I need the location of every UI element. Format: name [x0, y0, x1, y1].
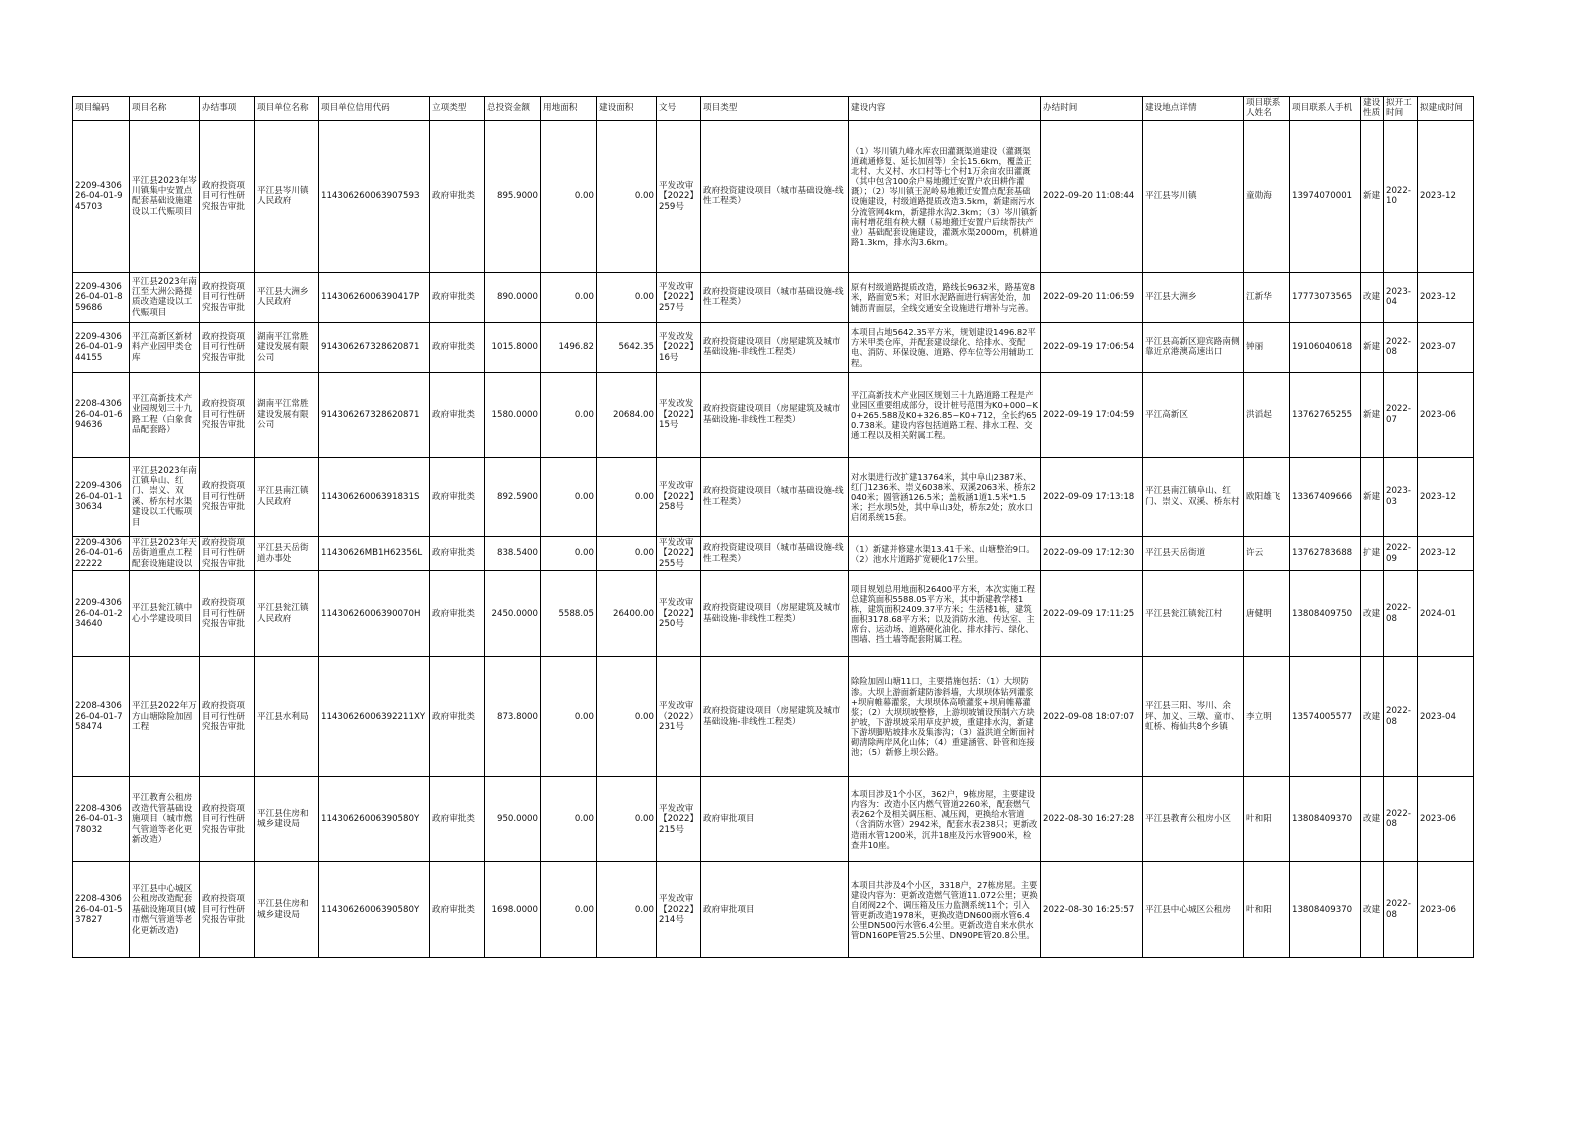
- cell-unit-name: 平江县住房和城乡建设局: [255, 777, 319, 862]
- cell-project-type: 政府投资建设项目（房屋建筑及城市基础设施-非线性工程类）: [701, 571, 849, 657]
- cell-document-number: 平发改发【2022】15号: [657, 372, 701, 457]
- header-contact-phone: 项目联系人手机: [1290, 97, 1361, 121]
- cell-construction-nature: 改建: [1361, 777, 1384, 862]
- header-approval-item: 办结事项: [200, 97, 255, 121]
- cell-planned-start: 2022-08: [1384, 657, 1418, 777]
- table-row: [73, 272, 1474, 322]
- cell-project-type: 政府投资建设项目（城市基础设施-线性工程类）: [701, 120, 849, 272]
- cell-planned-start: 2022-10: [1384, 120, 1418, 272]
- cell-contact-name: 许云: [1244, 536, 1290, 570]
- cell-credit-code: 11430626006391831S: [319, 457, 430, 536]
- table-row: [73, 571, 1474, 657]
- cell-project-code: 2209-430626-04-01-945703: [73, 120, 130, 272]
- header-completion-time: 办结时间: [1041, 97, 1143, 121]
- cell-unit-name: 平江县水利局: [255, 657, 319, 777]
- cell-project-name: 平江高新区新材料产业园甲类仓库: [130, 322, 200, 372]
- cell-planned-completion: 2023-04: [1418, 657, 1474, 777]
- cell-total-investment: 950.0000: [485, 777, 541, 862]
- cell-land-area: 0.00: [541, 272, 597, 322]
- table-row: [73, 457, 1474, 536]
- cell-location: 平江高新区: [1143, 372, 1244, 457]
- cell-planned-completion: 2023-06: [1418, 372, 1474, 457]
- cell-location: 平江县教育公租房小区: [1143, 777, 1244, 862]
- cell-planned-start: 2022-07: [1384, 372, 1418, 457]
- table-row: [73, 862, 1474, 958]
- cell-construction-content: 项目规划总用地面积26400平方米，本次实施工程总建筑面积5588.05平方米，其中新建教学楼1栋，建筑面积2409.37平方米；生活楼1栋，建筑面积3178.68平方米；以及消防水池、传达室、主席台、运动场、道路硬化油化、排水排污、绿化、围墙、挡土墙等配套附属工程。: [849, 571, 1041, 657]
- cell-total-investment: 2450.0000: [485, 571, 541, 657]
- cell-land-area: 1496.82: [541, 322, 597, 372]
- cell-document-number: 平发改发【2022】16号: [657, 322, 701, 372]
- cell-building-area: 0.00: [597, 777, 657, 862]
- table-row: [73, 372, 1474, 457]
- cell-location: 平江县天岳街道: [1143, 536, 1244, 570]
- project-table: [72, 96, 1474, 958]
- cell-land-area: 0.00: [541, 372, 597, 457]
- cell-total-investment: 873.8000: [485, 657, 541, 777]
- cell-credit-code: 11430626006390580Y: [319, 862, 430, 958]
- cell-credit-code: 11430626006390417P: [319, 272, 430, 322]
- header-approval-type: 立项类型: [430, 97, 485, 121]
- cell-contact-name: 钟丽: [1244, 322, 1290, 372]
- cell-contact-name: 李立明: [1244, 657, 1290, 777]
- cell-building-area: 0.00: [597, 862, 657, 958]
- cell-location: 平江县中心城区公租房: [1143, 862, 1244, 958]
- cell-project-type: 政府投资建设项目（房屋建筑及城市基础设施-非线性工程类）: [701, 372, 849, 457]
- cell-approval-item: 政府投资项目可行性研究报告审批: [200, 120, 255, 272]
- cell-location: 平江县瓮江镇瓮江村: [1143, 571, 1244, 657]
- cell-document-number: 平发改审【2022】250号: [657, 571, 701, 657]
- cell-building-area: 0.00: [597, 457, 657, 536]
- cell-approval-item: 政府投资项目可行性研究报告审批: [200, 457, 255, 536]
- cell-project-type: 政府审批项目: [701, 862, 849, 958]
- cell-approval-type: 政府审批类: [430, 372, 485, 457]
- cell-project-code: 2209-430626-04-01-944155: [73, 322, 130, 372]
- cell-project-code: 2209-430626-04-01-234640: [73, 571, 130, 657]
- cell-approval-item: 政府投资项目可行性研究报告审批: [200, 862, 255, 958]
- cell-building-area: 0.00: [597, 272, 657, 322]
- cell-total-investment: 892.5900: [485, 457, 541, 536]
- cell-project-type: 政府审批项目: [701, 777, 849, 862]
- cell-approval-item: 政府投资项目可行性研究报告审批: [200, 571, 255, 657]
- cell-contact-phone: 19106040618: [1290, 322, 1361, 372]
- cell-project-code: 2208-430626-04-01-378032: [73, 777, 130, 862]
- cell-approval-type: 政府审批类: [430, 777, 485, 862]
- cell-project-name: 平江县中心城区公租房改造配套基础设施项目(城市燃气管道等老化更新改造): [130, 862, 200, 958]
- cell-project-name: 平江高新技术产业园规划三十九路工程（白象食品配套路）: [130, 372, 200, 457]
- cell-land-area: 0.00: [541, 862, 597, 958]
- header-credit-code: 项目单位信用代码: [319, 97, 430, 121]
- table-row: [73, 657, 1474, 777]
- header-construction-nature: 建设性质: [1361, 97, 1384, 121]
- cell-unit-name: 平江县南江镇人民政府: [255, 457, 319, 536]
- cell-contact-phone: 13808409370: [1290, 862, 1361, 958]
- cell-construction-content: （1）岑川镇九峰水库农田灌溉渠道建设（灌溉渠道疏通修复、延长加固等）全长15.6km，覆盖正北村、大义村、水口村等七个村1万余亩农田灌溉（其中包含100余户易地搬迁安置户农田耕作灌溉）；（2）岑川镇王泥岭易地搬迁安置点配套基础设施建设，村级道路提质改造3.5km，新建雨污水分流管网4km，新建排水沟2.3km；（3）岑川镇新南村增花组有秧大棚（易地搬迁安置户后续帮扶产业）基础配套设施建设，灌溉水渠2000m，机耕道路1.3km，排水沟3.6km。: [849, 120, 1041, 272]
- cell-completion-time: 2022-09-20 11:06:59: [1041, 272, 1143, 322]
- cell-planned-start: 2023-03: [1384, 457, 1418, 536]
- header-project-type: 项目类型: [701, 97, 849, 121]
- cell-completion-time: 2022-08-30 16:25:57: [1041, 862, 1143, 958]
- cell-contact-name: 叶和阳: [1244, 777, 1290, 862]
- cell-project-name: 平江县2023年南江至大洲公路提质改造建设以工代赈项目: [130, 272, 200, 322]
- cell-planned-completion: 2023-12: [1418, 272, 1474, 322]
- cell-contact-name: 叶和阳: [1244, 862, 1290, 958]
- cell-construction-content: 对水渠进行改扩建13764米，其中阜山2387米、红门1236米、崇义6038米、双溪2063米、桥东2040米；圆管涵126.5米；盖板涵1道1.5米*1.5米；拦水坝5处，其中阜山3处，桥东2处；放水口启闭系统15套。: [849, 457, 1041, 536]
- cell-project-code: 2209-430626-04-01-859686: [73, 272, 130, 322]
- cell-unit-name: 湖南平江常胜建设发展有限公司: [255, 322, 319, 372]
- cell-project-name: 平江县瓮江镇中心小学建设项目: [130, 571, 200, 657]
- cell-construction-nature: 新建: [1361, 322, 1384, 372]
- cell-contact-phone: 13974070001: [1290, 120, 1361, 272]
- cell-project-type: 政府投资建设项目（城市基础设施-线性工程类）: [701, 272, 849, 322]
- cell-total-investment: 1580.0000: [485, 372, 541, 457]
- cell-land-area: 0.00: [541, 457, 597, 536]
- cell-approval-item: 政府投资项目可行性研究报告审批: [200, 372, 255, 457]
- cell-project-name: 平江县2023年天岳街道重点工程配套设施建设以: [130, 536, 200, 570]
- cell-building-area: 20684.00: [597, 372, 657, 457]
- cell-credit-code: 914306267328620871: [319, 322, 430, 372]
- cell-construction-content: 原有村级道路提质改造，路线长9632米，路基宽8米，路面宽5米；对旧水泥路面进行病害处治，加铺沥青面层，全线交通安全设施进行增补与完善。: [849, 272, 1041, 322]
- cell-land-area: 0.00: [541, 657, 597, 777]
- cell-planned-completion: 2023-07: [1418, 322, 1474, 372]
- cell-unit-name: 平江县住房和城乡建设局: [255, 862, 319, 958]
- cell-project-type: 政府投资建设项目（城市基础设施-线性工程类）: [701, 457, 849, 536]
- cell-document-number: 平发改审【2022】258号: [657, 457, 701, 536]
- cell-building-area: 0.00: [597, 536, 657, 570]
- cell-location: 平江县南江镇阜山、红门、崇义、双溪、桥东村: [1143, 457, 1244, 536]
- header-project-name: 项目名称: [130, 97, 200, 121]
- cell-approval-type: 政府审批类: [430, 322, 485, 372]
- cell-construction-content: （1）新建并修建水渠13.41千米、山塘整治9口。（2）池水片道路扩宽硬化17公里。: [849, 536, 1041, 570]
- cell-construction-content: 本项目涉及1个小区，362户，9栋房屋，主要建设内容为：改造小区内燃气管道2260米，配套燃气表262个及相关调压柜、减压阀，更换给水管道（含消防水管）2942米，配套水表238只；更新改造雨水管1200米，沉井18座及污水管900米，检查井10座。: [849, 777, 1041, 862]
- cell-planned-completion: 2023-06: [1418, 777, 1474, 862]
- cell-approval-type: 政府审批类: [430, 862, 485, 958]
- cell-contact-phone: 13762783688: [1290, 536, 1361, 570]
- cell-project-type: 政府投资建设项目（房屋建筑及城市基础设施-非线性工程类）: [701, 322, 849, 372]
- cell-total-investment: 890.0000: [485, 272, 541, 322]
- cell-planned-start: 2022-08: [1384, 777, 1418, 862]
- cell-unit-name: 平江县天岳街道办事处: [255, 536, 319, 570]
- cell-document-number: 平发改审【2022】257号: [657, 272, 701, 322]
- header-project-code: 项目编码: [73, 97, 130, 121]
- cell-contact-name: 唐健明: [1244, 571, 1290, 657]
- cell-approval-type: 政府审批类: [430, 272, 485, 322]
- header-total-investment: 总投资金额: [485, 97, 541, 121]
- cell-contact-phone: 13574005577: [1290, 657, 1361, 777]
- cell-location: 平江县岑川镇: [1143, 120, 1244, 272]
- cell-location: 平江县大洲乡: [1143, 272, 1244, 322]
- header-building-area: 建设面积: [597, 97, 657, 121]
- cell-construction-nature: 新建: [1361, 120, 1384, 272]
- cell-contact-name: 欧阳雄飞: [1244, 457, 1290, 536]
- cell-construction-nature: 改建: [1361, 272, 1384, 322]
- cell-approval-type: 政府审批类: [430, 120, 485, 272]
- cell-building-area: 0.00: [597, 657, 657, 777]
- cell-planned-completion: 2023-06: [1418, 862, 1474, 958]
- header-document-number: 文号: [657, 97, 701, 121]
- cell-project-code: 2208-430626-04-01-694636: [73, 372, 130, 457]
- cell-planned-start: 2022-08: [1384, 862, 1418, 958]
- cell-total-investment: 838.5400: [485, 536, 541, 570]
- cell-contact-name: 童勋海: [1244, 120, 1290, 272]
- cell-document-number: 平发改审【2022】259号: [657, 120, 701, 272]
- cell-document-number: 平发改审【2022】215号: [657, 777, 701, 862]
- cell-approval-type: 政府审批类: [430, 457, 485, 536]
- cell-approval-item: 政府投资项目可行性研究报告审批: [200, 657, 255, 777]
- cell-planned-start: 2023-04: [1384, 272, 1418, 322]
- cell-construction-content: 平江高新技术产业园区规划三十九路道路工程是产业园区重要组成部分，设计桩号范围为K0+000~K0+265.588及K0+326.85~K0+712，全长约650.738米。建设内容包括道路工程、排水工程、交通工程以及相关附属工程。: [849, 372, 1041, 457]
- cell-contact-name: 洪滔起: [1244, 372, 1290, 457]
- table-row: [73, 777, 1474, 862]
- cell-credit-code: 11430626006390759З: [319, 120, 430, 272]
- cell-approval-item: 政府投资项目可行性研究报告审批: [200, 536, 255, 570]
- cell-construction-nature: 改建: [1361, 571, 1384, 657]
- cell-location: 平江县三阳、岑川、余坪、加义、三墩、童市、虹桥、梅仙共8个乡镇: [1143, 657, 1244, 777]
- cell-credit-code: 914306267328620871: [319, 372, 430, 457]
- cell-unit-name: 湖南平江常胜建设发展有限公司: [255, 372, 319, 457]
- cell-contact-phone: 17773073565: [1290, 272, 1361, 322]
- cell-completion-time: 2022-09-19 17:06:54: [1041, 322, 1143, 372]
- cell-construction-content: 除险加固山塘11口，主要措施包括：（1）大坝防渗。大坝上游面新建防渗斜墙，大坝坝体钻列灌浆+坝肩帷幕灌浆，大坝坝体高喷灌浆+坝肩帷幕灌浆；（2）大坝坝坡整修，上游坝坡铺设预制六方块护坡，下游坝坡采用草皮护坡，重建排水沟，新建下游坝脚贴坡排水及集渗沟；（3）溢洪道全断面衬砌清除两岸风化山体；（4）重建涵管、卧管和连接池；（5）新修上坝公路。: [849, 657, 1041, 777]
- cell-project-type: 政府投资建设项目（城市基础设施-线性工程类）: [701, 536, 849, 570]
- cell-project-name: 平江县2023年南江镇阜山、红门、崇义、双溪、桥东村水渠建设以工代赈项目: [130, 457, 200, 536]
- cell-completion-time: 2022-09-09 17:11:25: [1041, 571, 1143, 657]
- cell-planned-completion: 2024-01: [1418, 571, 1474, 657]
- cell-unit-name: 平江县瓮江镇人民政府: [255, 571, 319, 657]
- cell-construction-nature: 新建: [1361, 372, 1384, 457]
- cell-approval-type: 政府审批类: [430, 657, 485, 777]
- cell-building-area: 5642.35: [597, 322, 657, 372]
- cell-planned-start: 2022-08: [1384, 571, 1418, 657]
- table-body: [73, 120, 1474, 957]
- cell-project-name: 平江县2023年岑川镇集中安置点配套基础设施建设以工代赈项目: [130, 120, 200, 272]
- cell-project-name: 平江教育公租房改造代管基础设施项目（城市燃气管道等老化更新改造）: [130, 777, 200, 862]
- cell-planned-start: 2022-08: [1384, 322, 1418, 372]
- cell-document-number: 平发改审（2022）231号: [657, 657, 701, 777]
- cell-unit-name: 平江县岑川镇人民政府: [255, 120, 319, 272]
- cell-credit-code: 11430626006390070H: [319, 571, 430, 657]
- cell-approval-type: 政府审批类: [430, 571, 485, 657]
- header-row: [73, 97, 1474, 121]
- cell-building-area: 0.00: [597, 120, 657, 272]
- cell-planned-start: 2022-09: [1384, 536, 1418, 570]
- cell-total-investment: 895.9000: [485, 120, 541, 272]
- cell-construction-content: 本项目共涉及4个小区，3318户，27栋房屋。主要建设内容为：更新改造燃气管道11.072公里；更换自闭阀22个、调压箱及压力监测系统11个；引入管更新改造1978米，更换改造DN600雨水管6.4公里DN500污水管6.4公里。更新改造自来水供水管DN160PE管25.5公里、DN90PE管20.8公里。: [849, 862, 1041, 958]
- cell-credit-code: 11430626MB1H62356L: [319, 536, 430, 570]
- cell-unit-name: 平江县大洲乡人民政府: [255, 272, 319, 322]
- table-row: [73, 536, 1474, 570]
- cell-project-code: 2209-430626-04-01-130634: [73, 457, 130, 536]
- header-planned-completion: 拟建成时间: [1418, 97, 1474, 121]
- header-construction-content: 建设内容: [849, 97, 1041, 121]
- cell-planned-completion: 2023-12: [1418, 457, 1474, 536]
- table-row: [73, 322, 1474, 372]
- cell-contact-phone: 13808409750: [1290, 571, 1361, 657]
- header-land-area: 用地面积: [541, 97, 597, 121]
- cell-completion-time: 2022-09-09 17:13:18: [1041, 457, 1143, 536]
- cell-project-code: 2208-430626-04-01-758474: [73, 657, 130, 777]
- cell-completion-time: 2022-08-30 16:27:28: [1041, 777, 1143, 862]
- cell-land-area: 5588.05: [541, 571, 597, 657]
- cell-document-number: 平发改审【2022】255号: [657, 536, 701, 570]
- cell-completion-time: 2022-09-08 18:07:07: [1041, 657, 1143, 777]
- cell-total-investment: 1015.8000: [485, 322, 541, 372]
- cell-construction-nature: 改建: [1361, 862, 1384, 958]
- cell-completion-time: 2022-09-20 11:08:44: [1041, 120, 1143, 272]
- cell-contact-name: 江新华: [1244, 272, 1290, 322]
- cell-credit-code: 11430626006390580Y: [319, 777, 430, 862]
- cell-approval-item: 政府投资项目可行性研究报告审批: [200, 272, 255, 322]
- cell-construction-content: 本项目占地5642.35平方米，规划建设1496.82平方米甲类仓库，并配套建设绿化、给排水、变配电、消防、环保设施、道路、停车位等公用辅助工程。: [849, 322, 1041, 372]
- cell-land-area: 0.00: [541, 777, 597, 862]
- cell-contact-phone: 13367409666: [1290, 457, 1361, 536]
- cell-project-code: 2208-430626-04-01-537827: [73, 862, 130, 958]
- cell-construction-nature: 改建: [1361, 657, 1384, 777]
- cell-completion-time: 2022-09-09 17:12:30: [1041, 536, 1143, 570]
- cell-construction-nature: 新建: [1361, 457, 1384, 536]
- cell-credit-code: 11430626006392211XY: [319, 657, 430, 777]
- cell-construction-nature: 扩建: [1361, 536, 1384, 570]
- cell-document-number: 平发改审【2022】214号: [657, 862, 701, 958]
- header-planned-start: 拟开工时间: [1384, 97, 1418, 121]
- cell-approval-item: 政府投资项目可行性研究报告审批: [200, 322, 255, 372]
- cell-completion-time: 2022-09-19 17:04:59: [1041, 372, 1143, 457]
- cell-planned-completion: 2023-12: [1418, 536, 1474, 570]
- cell-location: 平江县高新区迎宾路南侧靠近京港澳高速出口: [1143, 322, 1244, 372]
- cell-contact-phone: 13808409370: [1290, 777, 1361, 862]
- cell-land-area: 0.00: [541, 120, 597, 272]
- header-contact-name: 项目联系人姓名: [1244, 97, 1290, 121]
- cell-approval-item: 政府投资项目可行性研究报告审批: [200, 777, 255, 862]
- cell-contact-phone: 13762765255: [1290, 372, 1361, 457]
- header-unit-name: 项目单位名称: [255, 97, 319, 121]
- cell-planned-completion: 2023-12: [1418, 120, 1474, 272]
- cell-project-name: 平江县2022年万方山塘除险加固工程: [130, 657, 200, 777]
- cell-approval-type: 政府审批类: [430, 536, 485, 570]
- cell-project-code: 2209-430626-04-01-622222: [73, 536, 130, 570]
- cell-project-type: 政府投资建设项目（房屋建筑及城市基础设施-非线性工程类）: [701, 657, 849, 777]
- cell-building-area: 26400.00: [597, 571, 657, 657]
- table-row: [73, 120, 1474, 272]
- cell-total-investment: 1698.0000: [485, 862, 541, 958]
- header-location: 建设地点详情: [1143, 97, 1244, 121]
- cell-land-area: 0.00: [541, 536, 597, 570]
